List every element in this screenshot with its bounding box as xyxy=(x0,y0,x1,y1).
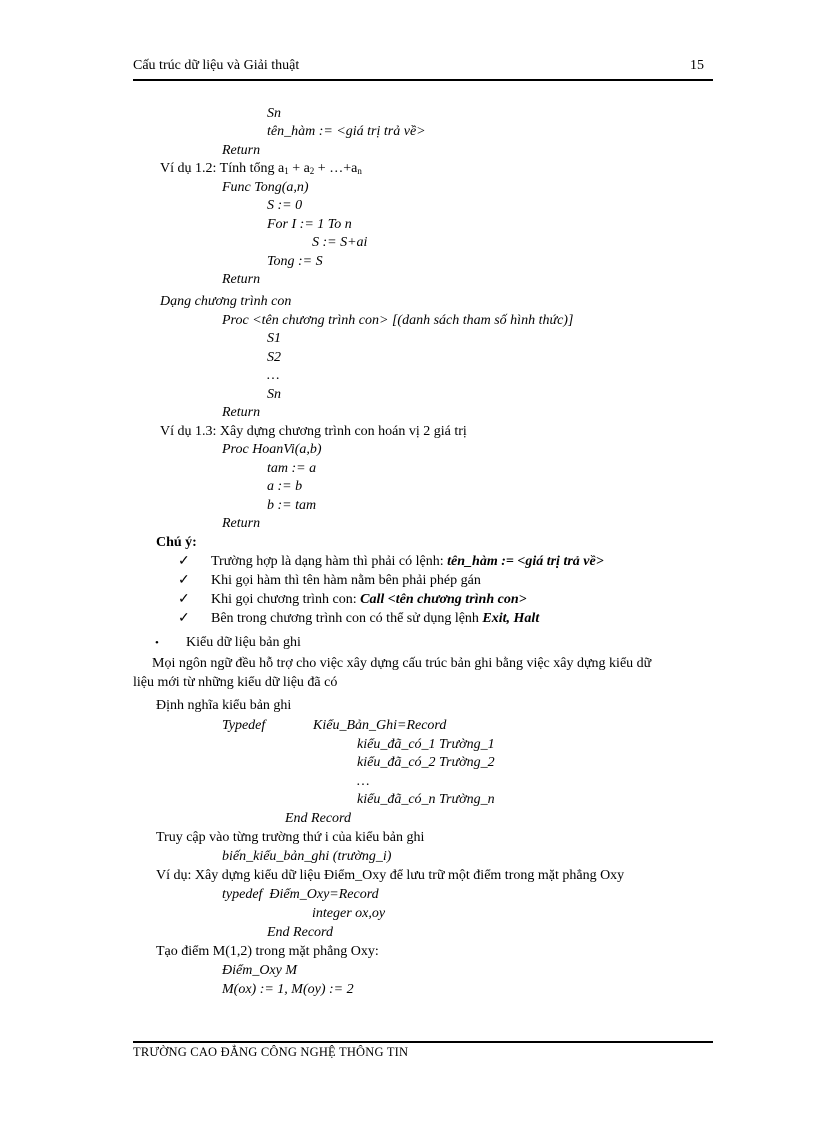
record-bullet-text: Kiểu dữ liệu bản ghi xyxy=(186,635,301,650)
check-icon: ✓ xyxy=(178,554,190,569)
page-footer: TRƯỜNG CAO ĐẲNG CÔNG NGHỆ THÔNG TIN xyxy=(133,1045,409,1059)
code-line: tam := a xyxy=(267,461,317,476)
code-line: Proc HoanVi(a,b) xyxy=(222,442,322,457)
code-line: S1 xyxy=(267,331,281,346)
code-line: Kiểu_Bản_Ghi=Record xyxy=(313,718,447,733)
code-line: For I := 1 To n xyxy=(267,217,352,232)
code-line: integer ox,oy xyxy=(312,906,386,921)
example-1-2-label: Ví dụ 1.2: Tính tổng $a_1 + a_2$ + $\dots+a_n$ xyxy=(160,161,362,176)
record-def-label: Định nghĩa kiểu bản ghi xyxy=(156,698,292,713)
code-line: kiểu_đã_có_n Trường_n xyxy=(357,792,495,807)
code-line: tên_hàm := <giá trị trả về> xyxy=(267,124,426,139)
note-title: Chú ý: xyxy=(156,535,197,550)
note-item: Khi gọi hàm thì tên hàm nằm bên phải phép gán xyxy=(211,573,481,588)
code-line: … xyxy=(357,774,370,789)
code-line: Return xyxy=(222,272,261,287)
code-line: Return xyxy=(222,143,261,158)
code-line: Sn xyxy=(267,106,281,121)
record-example-label: Ví dụ: Xây dựng kiểu dữ liệu Điểm_Oxy để lưu trữ một điểm trong mặt phẳng Oxy xyxy=(156,868,625,883)
record-paragraph-cont: liệu mới từ những kiểu dữ liệu đã có xyxy=(133,675,338,690)
code-line: S := 0 xyxy=(267,198,303,213)
code-line: biến_kiểu_bản_ghi (trường_i) xyxy=(222,849,392,864)
example-1-3-label: Ví dụ 1.3: Xây dựng chương trình con hoán vị 2 giá trị xyxy=(160,424,467,439)
code-line: kiểu_đã_có_1 Trường_1 xyxy=(357,737,495,752)
footer-rule xyxy=(133,1041,713,1043)
code-line: … xyxy=(267,368,280,383)
proc-heading: Dạng chương trình con xyxy=(160,294,292,309)
code-line: Return xyxy=(222,516,261,531)
code-line: Proc <tên chương trình con> [(danh sách tham số hình thức)] xyxy=(222,313,574,328)
code-line: typedef Điểm_Oxy=Record xyxy=(222,887,379,902)
access-label: Truy cập vào từng trường thứ i của kiểu bản ghi xyxy=(156,830,425,845)
code-line: End Record xyxy=(267,925,333,940)
header-title: Cấu trúc dữ liệu và Giải thuật xyxy=(133,58,300,73)
code-line: S2 xyxy=(267,350,281,365)
check-icon: ✓ xyxy=(178,573,190,588)
check-icon: ✓ xyxy=(178,592,190,607)
code-line: S := S+ai xyxy=(312,235,368,250)
code-line: Typedef xyxy=(222,718,266,733)
bullet-icon: • xyxy=(155,637,159,649)
code-line: Sn xyxy=(267,387,281,402)
code-line: End Record xyxy=(285,811,351,826)
check-icon: ✓ xyxy=(178,611,190,626)
code-line: kiểu_đã_có_2 Trường_2 xyxy=(357,755,495,770)
note-item: Khi gọi chương trình con: Call <tên chương trình con> xyxy=(211,592,527,607)
code-line: a := b xyxy=(267,479,303,494)
create-label: Tạo điểm M(1,2) trong mặt phẳng Oxy: xyxy=(156,944,379,959)
page-number: 15 xyxy=(690,58,704,73)
note-item: Trường hợp là dạng hàm thì phải có lệnh: tên_hàm := <giá trị trả về> xyxy=(211,554,604,569)
note-item: Bên trong chương trình con có thể sử dụng lệnh Exit, Halt xyxy=(211,611,540,626)
code-line: Func Tong(a,n) xyxy=(222,180,309,195)
record-paragraph: Mọi ngôn ngữ đều hỗ trợ cho việc xây dựng cấu trúc bản ghi bằng việc xây dựng kiểu dữ xyxy=(152,656,652,671)
header-rule xyxy=(133,79,713,81)
code-line: Điểm_Oxy M xyxy=(222,963,298,978)
code-line: Tong := S xyxy=(267,254,323,269)
code-line: Return xyxy=(222,405,261,420)
code-line: M(ox) := 1, M(oy) := 2 xyxy=(222,982,354,997)
code-line: b := tam xyxy=(267,498,317,513)
